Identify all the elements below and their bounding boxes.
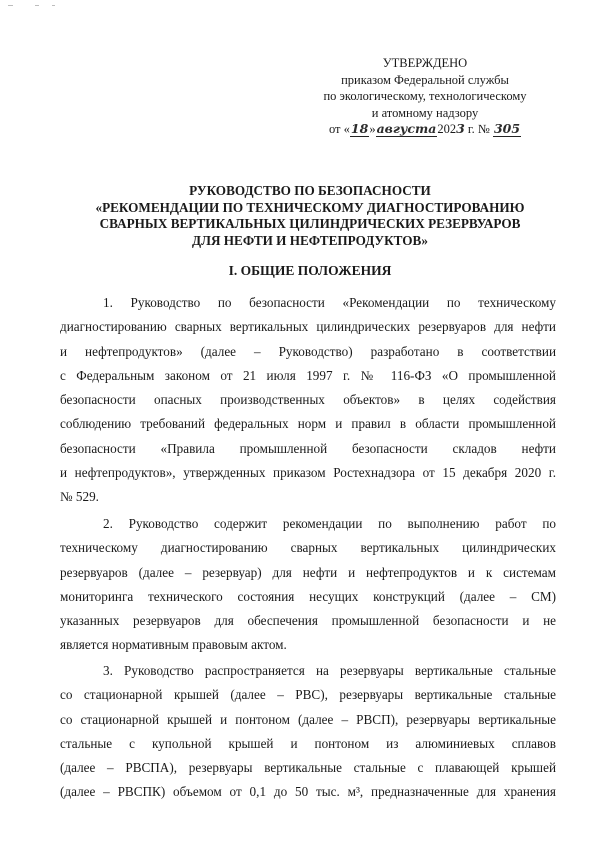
handwritten-month: августа [376,121,437,136]
approval-line-1: приказом Федеральной службы [341,72,509,87]
text-line: 2. Руководство содержит рекомендации по выполнению работ по [103,516,556,531]
paragraph-2 [60,512,556,658]
handwritten-day: 18 [350,121,369,136]
paragraph-1 [60,291,556,510]
text-line: мониторинга технического состояния несущих конструкций (далее – СМ) [60,588,556,604]
scan-edge-mark [52,5,55,6]
text-line: (далее – РВСПК) объемом от 0,1 до 50 тыс. м³, предназначенные для хранения [60,784,556,800]
text-line: является нормативным правовым актом. [60,637,287,653]
text-line: со стационарной крышей (далее – РВС), резервуары вертикальные стальные [60,687,556,703]
title-line-2: «РЕКОМЕНДАЦИИ ПО ТЕХНИЧЕСКОМУ ДИАГНОСТИРОВАНИЮ [95,199,525,215]
section-heading: I. ОБЩИЕ ПОЛОЖЕНИЯ [228,263,392,278]
approval-stamp-block [300,55,550,138]
text-line: безопасности опасных производственных объектов» в целях содействия [60,392,556,408]
scan-edge-mark [8,5,13,6]
year-prefix: 202 [437,122,457,136]
year-suffix: г. № [464,122,493,136]
text-line: со стационарной крышей и понтоном (далее – РВСП), резервуары вертикальные [60,711,556,727]
title-line-3: СВАРНЫХ ВЕРТИКАЛЬНЫХ ЦИЛИНДРИЧЕСКИХ РЕЗЕРВУАРОВ [99,216,521,231]
approval-heading: УТВЕРЖДЕНО [382,56,468,70]
date-separator: » [369,122,376,136]
date-prefix: от « [328,122,350,136]
approval-line-2: по экологическому, технологическому [323,89,527,103]
document-title [60,183,560,249]
paragraph-3 [60,659,556,805]
text-line: (далее – РВСПА), резервуары вертикальные стальные с плавающей крышей [60,760,556,776]
approval-line-3: и атомному надзору [371,105,479,120]
text-line: 1. Руководство по безопасности «Рекомендации по техническому [103,295,556,310]
text-line: и нефтепродуктов», утвержденных приказом Ростехнадзора от 15 декабря 2020 г. [60,465,556,481]
title-line-1: РУКОВОДСТВО ПО БЕЗОПАСНОСТИ [189,183,431,198]
text-line: соблюдению требований федеральных норм и правил в области промышленной [60,416,556,432]
text-line: указанных резервуаров для обеспечения промышленной безопасности и не [60,613,556,629]
text-line: № 529. [60,489,99,505]
handwritten-year-digit: 3 [456,121,465,136]
text-line: техническому диагностированию сварных вертикальных цилиндрических [60,540,556,556]
handwritten-order-number: 305 [493,121,521,136]
text-line: стальные с купольной крышей и понтоном из алюминиевых сплавов [60,735,556,751]
title-line-4: ДЛЯ НЕФТИ И НЕФТЕПРОДУКТОВ» [192,232,428,248]
text-line: и нефтепродуктов» (далее – Руководство) разработано в соответствии [60,343,556,359]
scan-edge-mark [35,5,39,6]
text-line: резервуаров (далее – резервуар) для нефти и нефтепродуктов и к системам [60,564,556,580]
text-line: с Федеральным законом от 21 июля 1997 г. № 116-ФЗ «О промышленной [60,367,556,383]
approval-date-line [300,121,550,138]
text-line: безопасности «Правила промышленной безопасности складов нефти [60,440,556,456]
text-line: диагностированию сварных вертикальных цилиндрических резервуаров для нефти [60,319,556,335]
text-line: 3. Руководство распространяется на резервуары вертикальные стальные [103,663,556,678]
